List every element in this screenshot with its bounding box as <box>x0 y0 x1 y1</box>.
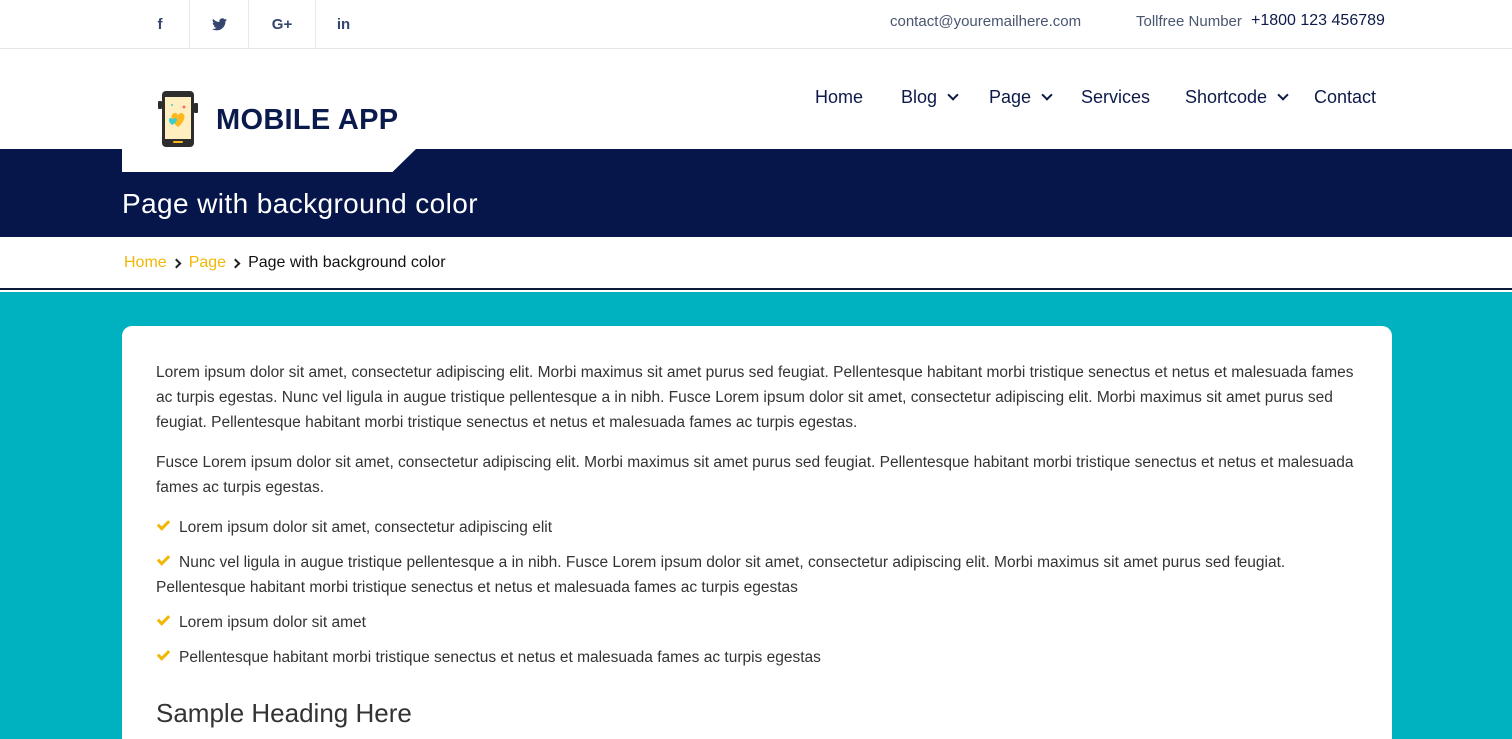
list-item-text: Nunc vel ligula in augue tristique pellentesque a in nibh. Fusce Lorem ipsum dolor sit amet, consectetur adipiscing elit. Morbi maximus sit amet purus sed feugiat. Pellentesque habitant morbi tristique senectus et netus et malesuada fames ac turpis egestas <box>156 554 1286 596</box>
google-plus-icon[interactable]: G+ <box>249 0 316 48</box>
nav-services[interactable] <box>1081 87 1150 108</box>
nav-page-label: Page <box>989 87 1032 107</box>
chevron-right-icon <box>231 258 241 268</box>
logo-text[interactable]: MOBILE APP <box>216 104 399 136</box>
logo-tab-shape <box>122 149 416 172</box>
sample-heading: Sample Heading Here <box>156 698 412 728</box>
tollfree-number[interactable]: +1800 123 456789 <box>1251 12 1385 29</box>
nav-page[interactable] <box>989 87 1051 108</box>
nav-shortcode[interactable] <box>1185 87 1287 108</box>
nav-home[interactable] <box>815 87 863 108</box>
twitter-bird-glyph <box>212 18 227 31</box>
chevron-right-icon <box>171 258 181 268</box>
check-icon <box>157 552 170 565</box>
contact-email[interactable]: contact@youremailhere.com <box>890 13 1082 30</box>
nav-blog[interactable] <box>901 87 957 108</box>
paragraph-1: Lorem ipsum dolor sit amet, consectetur adipiscing elit. Morbi maximus sit amet purus sed feugiat. Pellentesque habitant morbi tristique senectus et netus et malesuada fames ac turpis egestas. Nunc vel ligula in augue tristique pellentesque a in nibh. Fusce Lorem ipsum dolor sit amet, consectetur adipiscing elit. Morbi maximus sit amet purus sed feugiat. Pellentesque habitant morbi tristique senectus et netus et malesuada fames ac turpis egestas. <box>156 364 1354 431</box>
list-item <box>156 550 1361 600</box>
chevron-down-icon <box>1277 89 1288 100</box>
breadcrumb <box>124 254 446 272</box>
breadcrumb-bar <box>0 237 1512 290</box>
check-icon <box>157 612 170 625</box>
list-item <box>156 610 1361 635</box>
tollfree-label: Tollfree Number <box>1136 13 1242 30</box>
facebook-icon[interactable]: f <box>131 0 190 48</box>
nav-blog-label: Blog <box>901 87 938 107</box>
list-item-text: Lorem ipsum dolor sit amet, consectetur adipiscing elit <box>179 519 553 536</box>
list-item-text: Pellentesque habitant morbi tristique senectus et netus et malesuada fames ac turpis egestas <box>179 649 821 666</box>
nav-contact-label: Contact <box>1314 87 1377 107</box>
page-title: Page with background color <box>122 188 478 219</box>
site-header <box>0 49 1512 149</box>
nav-shortcode-label: Shortcode <box>1185 87 1268 107</box>
main-nav <box>0 87 1512 111</box>
paragraph-2: Fusce Lorem ipsum dolor sit amet, consectetur adipiscing elit. Morbi maximus sit amet purus sed feugiat. Pellentesque habitant morbi tristique senectus et netus et malesuada fames ac turpis egestas. <box>156 454 1354 496</box>
breadcrumb-page[interactable]: Page <box>188 254 227 271</box>
top-bar <box>0 0 1512 49</box>
chevron-down-icon <box>947 89 958 100</box>
nav-contact[interactable] <box>1314 87 1376 108</box>
checklist <box>156 515 1361 680</box>
chevron-down-icon <box>1041 89 1052 100</box>
check-icon <box>157 517 170 530</box>
breadcrumb-home[interactable]: Home <box>124 254 167 271</box>
breadcrumb-current: Page with background color <box>248 254 446 271</box>
list-item <box>156 645 1361 670</box>
list-item-text: Lorem ipsum dolor sit amet <box>179 614 366 631</box>
content-card <box>122 326 1392 739</box>
list-item <box>156 515 1361 540</box>
twitter-icon[interactable] <box>190 0 249 48</box>
nav-services-label: Services <box>1081 87 1151 107</box>
social-links <box>131 0 371 48</box>
check-icon <box>157 647 170 660</box>
nav-home-label: Home <box>815 87 864 107</box>
linkedin-icon[interactable]: in <box>336 15 351 33</box>
